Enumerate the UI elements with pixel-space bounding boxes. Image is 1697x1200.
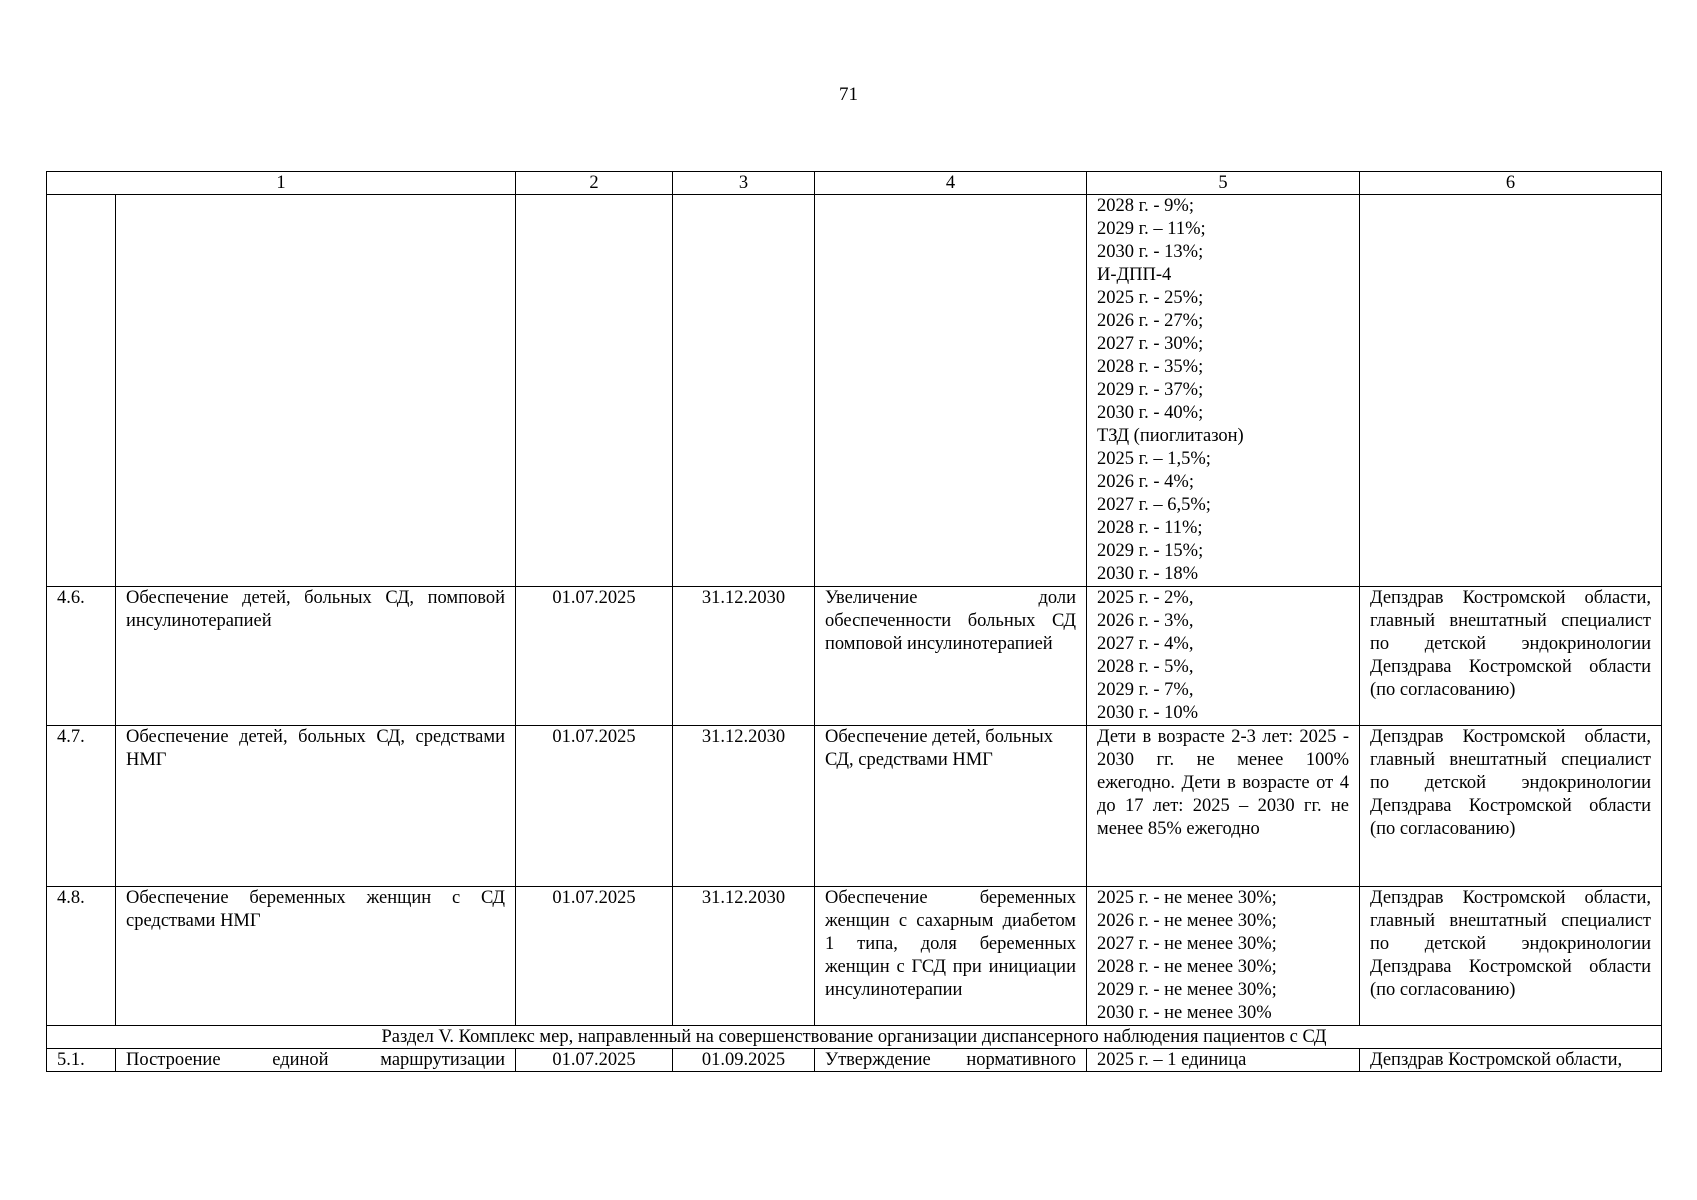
table-row-4-7 bbox=[47, 726, 1662, 887]
measures-table bbox=[46, 171, 1662, 1072]
indicator-line: 2029 г. - 15%; bbox=[1097, 541, 1204, 561]
end-date: 31.12.2030 bbox=[673, 587, 815, 726]
indicator-values: Дети в возрасте 2-3 лет: 2025 - 2030 гг. не менее 100% ежегодно. Дети в возрасте от 4 до 17 лет: 2025 – 2030 гг. не менее 85% ежегодно bbox=[1087, 726, 1360, 887]
indicator-line: 2030 г. - 18% bbox=[1097, 564, 1199, 584]
indicator-line: 2026 г. - 27%; bbox=[1097, 311, 1204, 331]
indicator-line: 2027 г. - 30%; bbox=[1097, 334, 1204, 354]
responsible: Депздрав Костромской области, главный внештатный специалист по детской эндокринологии Депздрава Костромской области (по согласованию) bbox=[1360, 887, 1662, 1026]
row-number: 4.6. bbox=[47, 587, 116, 726]
start-date: 01.07.2025 bbox=[516, 726, 673, 887]
indicator-line: 2025 г. - не менее 30%; bbox=[1097, 888, 1277, 908]
row-number: 5.1. bbox=[47, 1049, 116, 1072]
indicator-line: 2030 г. - 10% bbox=[1097, 703, 1199, 723]
row-number: 4.8. bbox=[47, 887, 116, 1026]
row-number: 4.7. bbox=[47, 726, 116, 887]
table-row-4-8 bbox=[47, 887, 1662, 1026]
start-date: 01.07.2025 bbox=[516, 587, 673, 726]
indicator-line: ТЗД (пиоглитазон) bbox=[1097, 426, 1244, 446]
header-col-4: 4 bbox=[815, 172, 1087, 195]
indicator-line: 2025 г. – 1,5%; bbox=[1097, 449, 1211, 469]
header-col-6: 6 bbox=[1360, 172, 1662, 195]
start-date: 01.07.2025 bbox=[516, 887, 673, 1026]
table-row-continuation bbox=[47, 195, 1662, 587]
indicator-line: 2028 г. - 5%, bbox=[1097, 657, 1194, 677]
indicator-line: 2026 г. - не менее 30%; bbox=[1097, 911, 1277, 931]
indicator-line: 2028 г. - не менее 30%; bbox=[1097, 957, 1277, 977]
row-number bbox=[47, 195, 116, 587]
start-date bbox=[516, 195, 673, 587]
expected-result bbox=[815, 195, 1087, 587]
expected-result: Утверждение нормативного bbox=[815, 1049, 1087, 1072]
measure-name: Обеспечение детей, больных СД, помповой инсулинотерапией bbox=[116, 587, 516, 726]
indicator-line: 2029 г. - 37%; bbox=[1097, 380, 1204, 400]
responsible: Депздрав Костромской области, bbox=[1360, 1049, 1662, 1072]
measure-name: Обеспечение беременных женщин с СД средствами НМГ bbox=[116, 887, 516, 1026]
indicator-line: 2026 г. - 4%; bbox=[1097, 472, 1194, 492]
indicator-values: 2025 г. – 1 единица bbox=[1087, 1049, 1360, 1072]
header-row bbox=[47, 172, 1662, 195]
indicator-line: 2027 г. - не менее 30%; bbox=[1097, 934, 1277, 954]
end-date bbox=[673, 195, 815, 587]
indicator-line: 2029 г. – 11%; bbox=[1097, 219, 1206, 239]
measure-name: Обеспечение детей, больных СД, средствами НМГ bbox=[116, 726, 516, 887]
expected-result: Обеспечение беременных женщин с сахарным диабетом 1 типа, доля беременных женщин с ГСД при инициации инсулинотерапии bbox=[815, 887, 1087, 1026]
indicator-values bbox=[1087, 887, 1360, 1026]
measure-name: Построение единой маршрутизации bbox=[116, 1049, 516, 1072]
header-col-1: 1 bbox=[47, 172, 516, 195]
table-row-5-1 bbox=[47, 1049, 1662, 1072]
table-row-4-6 bbox=[47, 587, 1662, 726]
measure-name bbox=[116, 195, 516, 587]
header-col-2: 2 bbox=[516, 172, 673, 195]
indicator-line: 2028 г. - 35%; bbox=[1097, 357, 1204, 377]
header-col-3: 3 bbox=[673, 172, 815, 195]
page-number: 71 bbox=[839, 84, 858, 105]
indicator-line: 2026 г. - 3%, bbox=[1097, 611, 1194, 631]
end-date: 31.12.2030 bbox=[673, 887, 815, 1026]
indicator-line: 2025 г. - 25%; bbox=[1097, 288, 1204, 308]
section-title: Раздел V. Комплекс мер, направленный на совершенствование организации диспансерного наблюдения пациентов с СД bbox=[47, 1026, 1662, 1049]
responsible: Депздрав Костромской области, главный внештатный специалист по детской эндокринологии Депздрава Костромской области (по согласованию) bbox=[1360, 726, 1662, 887]
indicator-line: 2030 г. - не менее 30% bbox=[1097, 1003, 1272, 1023]
indicator-values bbox=[1087, 587, 1360, 726]
indicator-line: 2030 г. - 40%; bbox=[1097, 403, 1204, 423]
indicator-line: 2028 г. - 11%; bbox=[1097, 518, 1203, 538]
indicator-line: 2030 г. - 13%; bbox=[1097, 242, 1204, 262]
indicator-line: 2027 г. – 6,5%; bbox=[1097, 495, 1211, 515]
end-date: 31.12.2030 bbox=[673, 726, 815, 887]
indicator-line: 2029 г. - не менее 30%; bbox=[1097, 980, 1277, 1000]
expected-result: Увеличение доли обеспеченности больных СД помповой инсулинотерапией bbox=[815, 587, 1087, 726]
indicator-values bbox=[1087, 195, 1360, 587]
expected-result: Обеспечение детей, больных СД, средствами НМГ bbox=[815, 726, 1087, 887]
header-col-5: 5 bbox=[1087, 172, 1360, 195]
indicator-line: И-ДПП-4 bbox=[1097, 265, 1172, 285]
responsible bbox=[1360, 195, 1662, 587]
start-date: 01.07.2025 bbox=[516, 1049, 673, 1072]
indicator-line: 2029 г. - 7%, bbox=[1097, 680, 1194, 700]
end-date: 01.09.2025 bbox=[673, 1049, 815, 1072]
indicator-line: 2027 г. - 4%, bbox=[1097, 634, 1194, 654]
indicator-line: 2025 г. - 2%, bbox=[1097, 588, 1194, 608]
responsible: Депздрав Костромской области, главный внештатный специалист по детской эндокринологии Депздрава Костромской области (по согласованию) bbox=[1360, 587, 1662, 726]
indicator-line: 2028 г. - 9%; bbox=[1097, 196, 1194, 216]
section-row bbox=[47, 1026, 1662, 1049]
